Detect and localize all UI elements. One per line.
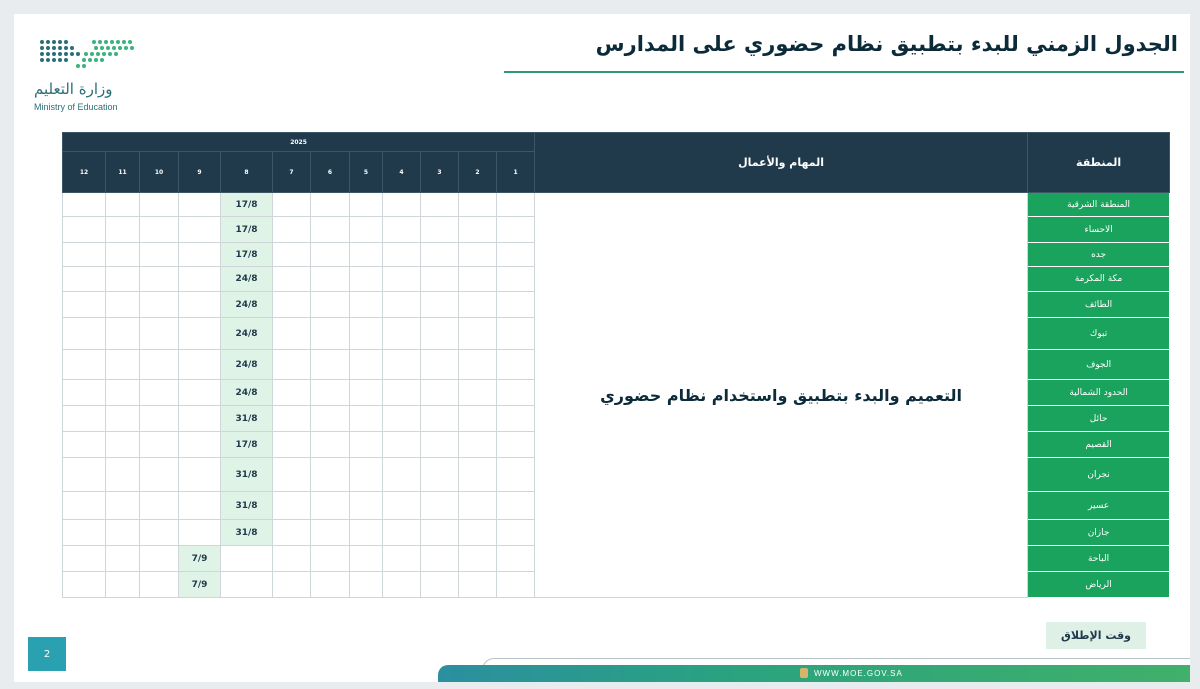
empty-month-cell	[179, 432, 221, 458]
empty-month-cell	[140, 318, 179, 350]
empty-month-cell	[179, 492, 221, 520]
empty-month-cell	[459, 546, 497, 572]
region-cell: الرياض	[1028, 572, 1170, 598]
empty-month-cell	[63, 406, 106, 432]
launch-date-cell: 17/8	[221, 432, 273, 458]
empty-month-cell	[421, 318, 459, 350]
empty-month-cell	[350, 350, 383, 380]
empty-month-cell	[179, 406, 221, 432]
empty-month-cell	[497, 492, 535, 520]
empty-month-cell	[459, 217, 497, 243]
empty-month-cell	[497, 350, 535, 380]
empty-month-cell	[273, 217, 311, 243]
empty-month-cell	[106, 193, 140, 217]
empty-month-cell	[497, 546, 535, 572]
empty-month-cell	[421, 217, 459, 243]
empty-month-cell	[311, 350, 350, 380]
empty-month-cell	[63, 318, 106, 350]
empty-month-cell	[179, 458, 221, 492]
empty-month-cell	[497, 380, 535, 406]
empty-month-cell	[311, 267, 350, 292]
year-header: 2025	[63, 133, 535, 152]
launch-date-cell: 24/8	[221, 292, 273, 318]
empty-month-cell	[273, 432, 311, 458]
page-number: 2	[28, 637, 66, 671]
month-header-11: 11	[106, 152, 140, 193]
empty-month-cell	[459, 350, 497, 380]
region-cell: الحدود الشمالية	[1028, 380, 1170, 406]
empty-month-cell	[350, 292, 383, 318]
empty-month-cell	[273, 292, 311, 318]
month-header-9: 9	[179, 152, 221, 193]
empty-month-cell	[383, 546, 421, 572]
empty-month-cell	[497, 217, 535, 243]
empty-month-cell	[497, 318, 535, 350]
empty-month-cell	[311, 380, 350, 406]
empty-month-cell	[311, 243, 350, 267]
empty-month-cell	[350, 406, 383, 432]
launch-date-cell: 31/8	[221, 520, 273, 546]
launch-date-cell: 24/8	[221, 318, 273, 350]
empty-month-cell	[221, 572, 273, 598]
empty-month-cell	[273, 193, 311, 217]
empty-month-cell	[106, 217, 140, 243]
empty-month-cell	[179, 292, 221, 318]
empty-month-cell	[140, 243, 179, 267]
empty-month-cell	[311, 458, 350, 492]
empty-month-cell	[221, 546, 273, 572]
empty-month-cell	[140, 193, 179, 217]
launch-date-cell: 17/8	[221, 193, 273, 217]
empty-month-cell	[383, 292, 421, 318]
empty-month-cell	[421, 243, 459, 267]
region-cell: الجوف	[1028, 350, 1170, 380]
empty-month-cell	[350, 546, 383, 572]
empty-month-cell	[421, 520, 459, 546]
month-header-4: 4	[383, 152, 421, 193]
empty-month-cell	[383, 267, 421, 292]
empty-month-cell	[63, 292, 106, 318]
empty-month-cell	[140, 432, 179, 458]
empty-month-cell	[140, 520, 179, 546]
empty-month-cell	[311, 318, 350, 350]
empty-month-cell	[350, 520, 383, 546]
empty-month-cell	[421, 380, 459, 406]
region-cell: حائل	[1028, 406, 1170, 432]
month-header-1: 1	[497, 152, 535, 193]
region-cell: عسير	[1028, 492, 1170, 520]
region-cell: جده	[1028, 243, 1170, 267]
empty-month-cell	[383, 432, 421, 458]
empty-month-cell	[497, 458, 535, 492]
empty-month-cell	[106, 546, 140, 572]
empty-month-cell	[140, 350, 179, 380]
empty-month-cell	[497, 572, 535, 598]
empty-month-cell	[179, 520, 221, 546]
empty-month-cell	[63, 380, 106, 406]
empty-month-cell	[459, 292, 497, 318]
empty-month-cell	[311, 572, 350, 598]
empty-month-cell	[63, 350, 106, 380]
empty-month-cell	[350, 492, 383, 520]
empty-month-cell	[350, 217, 383, 243]
empty-month-cell	[106, 267, 140, 292]
empty-month-cell	[459, 572, 497, 598]
empty-month-cell	[497, 520, 535, 546]
empty-month-cell	[106, 243, 140, 267]
empty-month-cell	[421, 406, 459, 432]
empty-month-cell	[179, 193, 221, 217]
empty-month-cell	[106, 406, 140, 432]
empty-month-cell	[383, 193, 421, 217]
empty-month-cell	[179, 350, 221, 380]
empty-month-cell	[459, 458, 497, 492]
empty-month-cell	[421, 432, 459, 458]
launch-date-cell: 24/8	[221, 380, 273, 406]
empty-month-cell	[106, 432, 140, 458]
empty-month-cell	[140, 572, 179, 598]
region-cell: المنطقة الشرقية	[1028, 193, 1170, 217]
empty-month-cell	[63, 458, 106, 492]
empty-month-cell	[459, 267, 497, 292]
empty-month-cell	[383, 406, 421, 432]
region-cell: الاحساء	[1028, 217, 1170, 243]
schedule-body	[63, 193, 1170, 598]
month-header-5: 5	[350, 152, 383, 193]
empty-month-cell	[140, 406, 179, 432]
launch-date-cell: 31/8	[221, 406, 273, 432]
launch-date-cell: 17/8	[221, 217, 273, 243]
ministry-logo	[34, 36, 144, 120]
logo-english-text: Ministry of Education	[34, 102, 118, 112]
empty-month-cell	[179, 217, 221, 243]
empty-month-cell	[63, 217, 106, 243]
empty-month-cell	[273, 492, 311, 520]
empty-month-cell	[179, 267, 221, 292]
empty-month-cell	[140, 492, 179, 520]
empty-month-cell	[459, 380, 497, 406]
empty-month-cell	[140, 546, 179, 572]
month-header-2: 2	[459, 152, 497, 193]
empty-month-cell	[106, 380, 140, 406]
empty-month-cell	[421, 546, 459, 572]
footer-emblem-icon	[800, 668, 808, 678]
empty-month-cell	[421, 267, 459, 292]
empty-month-cell	[273, 318, 311, 350]
empty-month-cell	[350, 243, 383, 267]
launch-date-cell: 31/8	[221, 458, 273, 492]
empty-month-cell	[273, 380, 311, 406]
empty-month-cell	[311, 432, 350, 458]
launch-date-cell: 31/8	[221, 492, 273, 520]
empty-month-cell	[140, 267, 179, 292]
empty-month-cell	[311, 292, 350, 318]
empty-month-cell	[106, 520, 140, 546]
empty-month-cell	[421, 193, 459, 217]
empty-month-cell	[106, 318, 140, 350]
table-row	[63, 193, 1170, 217]
month-header-8: 8	[221, 152, 273, 193]
region-cell: تبوك	[1028, 318, 1170, 350]
empty-month-cell	[421, 492, 459, 520]
empty-month-cell	[350, 432, 383, 458]
empty-month-cell	[497, 193, 535, 217]
empty-month-cell	[497, 292, 535, 318]
empty-month-cell	[383, 492, 421, 520]
region-cell: جازان	[1028, 520, 1170, 546]
empty-month-cell	[383, 458, 421, 492]
month-header-10: 10	[140, 152, 179, 193]
empty-month-cell	[459, 520, 497, 546]
empty-month-cell	[459, 193, 497, 217]
empty-month-cell	[383, 318, 421, 350]
region-header: المنطقة	[1028, 133, 1170, 193]
empty-month-cell	[311, 217, 350, 243]
month-header-7: 7	[273, 152, 311, 193]
empty-month-cell	[350, 572, 383, 598]
empty-month-cell	[273, 406, 311, 432]
empty-month-cell	[140, 380, 179, 406]
tasks-header: المهام والأعمال	[535, 133, 1028, 193]
empty-month-cell	[497, 267, 535, 292]
empty-month-cell	[421, 350, 459, 380]
empty-month-cell	[106, 292, 140, 318]
footer-url: WWW.MOE.GOV.SA	[814, 669, 903, 678]
empty-month-cell	[497, 243, 535, 267]
slide	[14, 14, 1190, 682]
empty-month-cell	[273, 243, 311, 267]
empty-month-cell	[179, 318, 221, 350]
empty-month-cell	[179, 243, 221, 267]
empty-month-cell	[311, 406, 350, 432]
logo-dots-icon	[34, 36, 144, 76]
empty-month-cell	[63, 572, 106, 598]
empty-month-cell	[459, 432, 497, 458]
empty-month-cell	[383, 572, 421, 598]
empty-month-cell	[459, 492, 497, 520]
empty-month-cell	[273, 572, 311, 598]
empty-month-cell	[421, 572, 459, 598]
empty-month-cell	[273, 267, 311, 292]
region-cell: القصيم	[1028, 432, 1170, 458]
month-header-6: 6	[311, 152, 350, 193]
empty-month-cell	[350, 267, 383, 292]
empty-month-cell	[350, 458, 383, 492]
empty-month-cell	[179, 380, 221, 406]
empty-month-cell	[63, 243, 106, 267]
launch-date-cell: 7/9	[179, 546, 221, 572]
launch-date-cell: 7/9	[179, 572, 221, 598]
month-header-3: 3	[421, 152, 459, 193]
empty-month-cell	[421, 292, 459, 318]
empty-month-cell	[106, 492, 140, 520]
launch-time-label: وقت الإطلاق	[1046, 622, 1146, 649]
empty-month-cell	[140, 292, 179, 318]
empty-month-cell	[63, 520, 106, 546]
task-cell	[535, 193, 1028, 598]
empty-month-cell	[311, 520, 350, 546]
empty-month-cell	[106, 458, 140, 492]
empty-month-cell	[311, 546, 350, 572]
task-text: التعميم والبدء بتطبيق واستخدام نظام حضوري	[600, 385, 963, 405]
empty-month-cell	[383, 243, 421, 267]
region-cell: مكة المكرمة	[1028, 267, 1170, 292]
empty-month-cell	[383, 380, 421, 406]
empty-month-cell	[63, 492, 106, 520]
region-cell: الطائف	[1028, 292, 1170, 318]
empty-month-cell	[140, 217, 179, 243]
empty-month-cell	[273, 520, 311, 546]
month-header-12: 12	[63, 152, 106, 193]
schedule-table	[62, 132, 1170, 598]
empty-month-cell	[350, 193, 383, 217]
empty-month-cell	[106, 572, 140, 598]
page-title: الجدول الزمني للبدء بتطبيق نظام حضوري على المدارس	[595, 32, 1178, 56]
launch-date-cell: 24/8	[221, 267, 273, 292]
empty-month-cell	[383, 350, 421, 380]
empty-month-cell	[421, 458, 459, 492]
empty-month-cell	[63, 267, 106, 292]
empty-month-cell	[350, 318, 383, 350]
empty-month-cell	[311, 193, 350, 217]
empty-month-cell	[350, 380, 383, 406]
empty-month-cell	[63, 432, 106, 458]
launch-date-cell: 24/8	[221, 350, 273, 380]
empty-month-cell	[106, 350, 140, 380]
empty-month-cell	[63, 546, 106, 572]
empty-month-cell	[311, 492, 350, 520]
region-cell: نجران	[1028, 458, 1170, 492]
empty-month-cell	[273, 458, 311, 492]
empty-month-cell	[273, 350, 311, 380]
empty-month-cell	[140, 458, 179, 492]
launch-date-cell: 17/8	[221, 243, 273, 267]
empty-month-cell	[273, 546, 311, 572]
empty-month-cell	[383, 217, 421, 243]
title-underline	[504, 71, 1184, 73]
empty-month-cell	[383, 520, 421, 546]
empty-month-cell	[459, 318, 497, 350]
logo-arabic-text: وزارة التعليم	[34, 80, 113, 98]
empty-month-cell	[497, 432, 535, 458]
empty-month-cell	[459, 406, 497, 432]
empty-month-cell	[459, 243, 497, 267]
empty-month-cell	[497, 406, 535, 432]
empty-month-cell	[63, 193, 106, 217]
region-cell: الباحة	[1028, 546, 1170, 572]
